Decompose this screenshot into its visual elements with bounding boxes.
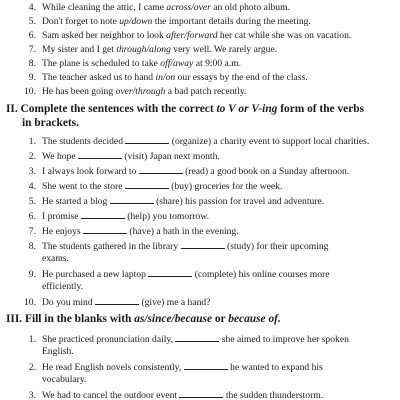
exercise3-item-1: 1. She practiced pronunciation daily, she aimed to improve her spoken xyxy=(18,333,390,346)
exercise2-item-8: 8. The students gathered in the library (study) for their upcoming xyxy=(18,240,390,253)
exercise2-item-9: 9. He purchased a new laptop (complete) his online courses more xyxy=(18,268,390,281)
exercise1-item-10: 10. He has been going over/through a bad patch recently. xyxy=(18,86,390,98)
item-number: 4. xyxy=(28,2,36,13)
item-number: 2. xyxy=(28,362,36,373)
item-number: 10. xyxy=(24,86,36,97)
answer-blank[interactable] xyxy=(81,210,125,219)
exercise2-item-3: 3. I always look forward to (read) a good book on a Sunday afternoon. xyxy=(18,165,390,178)
exercise3-item-1-continuation: English. xyxy=(42,346,74,357)
option-choice: after/forward xyxy=(166,30,218,41)
exercise1-item-8: 8. The plane is scheduled to take off/away at 9:00 a.m. xyxy=(18,58,390,70)
item-number: 4. xyxy=(28,181,36,192)
exercise1-item-7: 7. My sister and I get through/along very well. We rarely argue. xyxy=(18,44,390,56)
exercise2-item-7: 7. He enjoys (have) a bath in the evening. xyxy=(18,225,390,238)
section3-heading: III. Fill in the blanks with as/since/because or because of. xyxy=(6,313,281,325)
exercise2-item-1: 1. The students decided (organize) a charity event to support local charities. xyxy=(18,135,390,148)
answer-blank[interactable] xyxy=(78,150,122,159)
answer-blank[interactable] xyxy=(179,389,223,398)
item-number: 10. xyxy=(24,297,36,308)
option-choice: through/along xyxy=(116,44,171,55)
answer-blank[interactable] xyxy=(95,296,139,305)
item-number: 3. xyxy=(28,390,36,400)
answer-blank[interactable] xyxy=(148,268,192,277)
exercise3-item-3: 3. We had to cancel the outdoor event the sudden thunderstorm. xyxy=(18,389,390,400)
item-number: 6. xyxy=(28,30,36,41)
item-number: 6. xyxy=(28,211,36,222)
item-number: 5. xyxy=(28,196,36,207)
option-choice: over/through xyxy=(115,86,166,97)
answer-blank[interactable] xyxy=(175,333,219,342)
exercise3-item-2-continuation: vocabulary. xyxy=(42,374,87,385)
answer-blank[interactable] xyxy=(110,195,154,204)
answer-blank[interactable] xyxy=(184,361,228,370)
item-number: 3. xyxy=(28,166,36,177)
answer-blank[interactable] xyxy=(181,240,225,249)
exercise2-item-6: 6. I promise (help) you tomorrow. xyxy=(18,210,390,223)
option-choice: across/over xyxy=(166,2,211,13)
exercise2-item-2: 2. We hope (visit) Japan next month. xyxy=(18,150,390,163)
exercise2-item-10: 10. Do you mind (give) me a hand? xyxy=(18,296,390,309)
option-choice: up/down xyxy=(119,16,153,27)
exercise2-item-4: 4. She went to the store (buy) groceries for the week. xyxy=(18,180,390,193)
item-number: 9. xyxy=(28,72,36,83)
item-number: 8. xyxy=(28,241,36,252)
exercise1-item-4: 4. While cleaning the attic, I came across/over an old photo album. xyxy=(18,2,390,14)
item-number: 9. xyxy=(28,269,36,280)
answer-blank[interactable] xyxy=(83,225,127,234)
item-number: 7. xyxy=(28,44,36,55)
exercise3-item-2: 2. He read English novels consistently, he wanted to expand his xyxy=(18,361,390,374)
exercise1-item-9: 9. The teacher asked us to hand in/on our essays by the end of the class. xyxy=(18,72,390,84)
exercise2-item-8-continuation: exams. xyxy=(42,253,69,264)
exercise1-item-5: 5. Don't forget to note up/down the important details during the meeting. xyxy=(18,16,390,28)
answer-blank[interactable] xyxy=(139,165,183,174)
item-number: 2. xyxy=(28,151,36,162)
answer-blank[interactable] xyxy=(125,135,169,144)
item-number: 7. xyxy=(28,226,36,237)
item-number: 5. xyxy=(28,16,36,27)
option-choice: off/away xyxy=(160,58,194,69)
exercise1-item-6: 6. Sam asked her neighbor to look after/forward her cat while she was on vacation. xyxy=(18,30,390,42)
exercise2-item-9-continuation: efficiently. xyxy=(42,281,84,292)
section2-heading: II. Complete the sentences with the correct to V or V-ing form of the verbs xyxy=(6,103,365,115)
answer-blank[interactable] xyxy=(125,180,169,189)
exercise2-item-5: 5. He started a blog (share) his passion for travel and adventure. xyxy=(18,195,390,208)
item-number: 1. xyxy=(28,334,36,345)
item-number: 1. xyxy=(28,136,36,147)
item-number: 8. xyxy=(28,58,36,69)
section2-heading-line2: in brackets. xyxy=(22,117,79,129)
option-choice: in/on xyxy=(155,72,176,83)
